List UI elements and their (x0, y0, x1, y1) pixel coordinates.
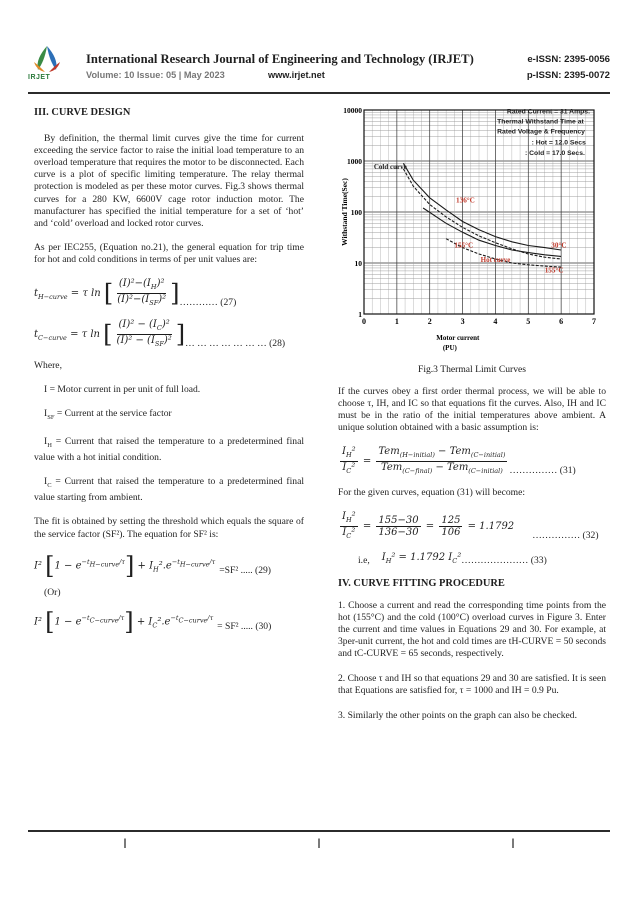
chart-curve-label-4: 155°C (454, 241, 474, 250)
footer-sep-2: | (317, 838, 321, 849)
equation-28 (34, 319, 304, 350)
paragraph-given-curves: For the given curves, equation (31) will become: (338, 487, 526, 499)
figure-caption: Fig.3 Thermal Limit Curves (417, 364, 526, 375)
logo-text: IRJET (28, 74, 51, 81)
journal-website-link[interactable]: www.irjet.net (268, 70, 325, 80)
equation-32-number: …………… (32) (532, 530, 599, 542)
equation-28-body: $t_{C-curve} = \tau$ ln [ $\frac{(I)^2 - (I_C)^2}{(I)^2 - (I_{SF})^2}$ ] (34, 319, 186, 349)
equation-33-number: ………………… (33) (461, 555, 547, 567)
equation-30-number: = SF² ..... (30) (217, 620, 272, 632)
equation-29 (34, 551, 304, 580)
chart-annotation-3: Rated Voltage & Frequency (497, 128, 585, 136)
chart-curve-label-1: Cold curve (373, 162, 407, 171)
step-2: 2. Choose τ and IH so that equations 29 and 30 are satisfied. It is seen that Equations are satisfied for, τ = 1000 and IH = 0.9 Pu. (338, 673, 606, 697)
y-tick-label: 10000 (343, 106, 362, 115)
chart-curve-label-6: 155°C (544, 266, 564, 275)
footer-sep-3: | (511, 838, 515, 849)
y-axis-label: Withstand Time(Sec) (340, 178, 349, 246)
y-tick-label: 10 (354, 259, 362, 268)
x-tick-label: 5 (526, 317, 531, 326)
y-tick-label: 100 (350, 208, 362, 217)
x-axis-label-unit: (PU) (442, 344, 457, 352)
series-line-2 (403, 169, 561, 259)
paragraph-definition: By definition, the thermal limit curves give the time for current exceeding the service factor to raise the initial load temperature to an overload temperature that requires the motor to be disconnected. Each curve is a plot of specific limiting temperature. The relay thermal protection is modeled as per these motor curves. Fig.3 shows thermal curves for a 280 KW, 6600V cage rotor induction motor. The manufacturer has specified the initial temperature for a set of ‘hot’ and ‘cold’ overload and locked rotor curves. (34, 133, 304, 229)
equation-27-number: ………… (27) (179, 296, 237, 308)
equation-29-number: =SF² ..... (29) (219, 564, 271, 576)
equation-31-body: $\frac{I_H^2}{I_C^2}$ = $\frac{Tem_{(H-initial)} - Tem_{(C-initial)}}{Tem_{(C-final)} - Tem_{(C-initial)}}$ (342, 446, 506, 476)
journal-header (28, 44, 610, 90)
step-3: 3. Similarly the other points on the graph can also be checked. (338, 710, 577, 722)
section-heading-curve-fitting: IV. CURVE FITTING PROCEDURE (338, 577, 505, 589)
footer-rule (28, 830, 610, 832)
eissn: e-ISSN: 2395-0056 (527, 54, 610, 65)
equation-32-body: $\frac{I_H^2}{I_C^2}$ = $\frac{155-30}{136-30}$ = $\frac{125}{106}$ = 1.1792 (342, 511, 515, 541)
equation-32 (338, 511, 606, 542)
x-tick-label: 6 (559, 317, 564, 326)
left-column (34, 100, 304, 643)
thermal-limit-chart-svg (338, 104, 606, 360)
equation-33 (338, 552, 606, 567)
chart-annotation-4: : Hot = 12.0 Secs (531, 139, 586, 147)
equation-30 (34, 607, 304, 636)
chart-curve-label-5: 30°C (551, 241, 567, 250)
page-footer (28, 838, 610, 849)
chart-curve-label-3: 136°C (456, 196, 475, 205)
y-tick-label: 1000 (347, 157, 362, 166)
where-label: Where, (34, 360, 62, 372)
definition-ih: $I_H$ = Current that raised the temperature to a predetermined final value with a hot initial condition. (34, 436, 304, 464)
equation-31 (338, 446, 606, 477)
chart-annotation-1: Rated Current = 31 Amps. (506, 108, 590, 116)
equation-27-body: $t_{H-curve} = \tau$ ln [ $\frac{(I)^2-(I_H)^2}{(I)^2-(I_{SF})^2}$ ] (34, 278, 180, 308)
chart-annotation-5: : Cold = 17.0 Secs. (525, 150, 585, 158)
x-tick-label: 7 (592, 317, 596, 326)
equation-27 (34, 278, 304, 309)
x-tick-label: 1 (394, 317, 399, 326)
thermal-limit-chart (338, 104, 606, 360)
volume-issue: Volume: 10 Issue: 05 | May 2023 (86, 70, 225, 80)
x-tick-label: 3 (460, 317, 465, 326)
chart-annotation-2: Thermal Withstand Time at (497, 118, 584, 126)
right-column (338, 386, 606, 735)
definition-ic: $I_C$ = Current that raised the temperature to a predetermined final value starting from ambient. (34, 476, 304, 504)
equation-33-body: $I_H^2 = 1.1792$ $I_C^2$ (381, 552, 462, 566)
section-heading-curve-design: III. CURVE DESIGN (34, 107, 131, 118)
step-1: 1. Choose a current and read the corresponding time points from the hot (155°C) and the cold (100°C) overload curves in Figure 3. Enter the current and time values in Equations 29 and 30. For example, at 3per-unit current, the hot and cold times are tH-CURVE = 50 seconds and tC-CURVE = 65 seconds, respectively. (338, 599, 606, 660)
definition-i: I = Motor current in per unit of full load. (44, 384, 201, 396)
or-label: (Or) (44, 586, 61, 598)
header-rule (28, 92, 610, 94)
equation-28-number: … … … … … … … (28) (185, 337, 286, 349)
paragraph-iec255: As per IEC255, (Equation no.21), the general equation for trip time for hot and cold conditions in terms of per unit values are: (34, 241, 304, 265)
equation-30-body: I² $[1 - e^{-t_{C-curve}/\tau}] + I_C^2.e^{-t_{C-curve}/\tau}$ (34, 607, 214, 636)
ie-label: i.e, (358, 555, 370, 567)
paragraph-first-order: If the curves obey a first order thermal process, we will be able to choose τ, IH, and IC so that equations fit the curves. Also, IH and IC must be in the ratio of the initial temperatures above ambient. A unique solution obtained with a basic assumption is: (338, 386, 606, 434)
y-tick-label: 1 (358, 310, 362, 319)
equation-31-number: …………… (31) (509, 465, 576, 477)
x-axis-label: Motor current (436, 334, 480, 342)
footer-sep-1: | (123, 838, 127, 849)
paragraph-sf-threshold: The fit is obtained by setting the threshold which equals the square of the service factor (SF²). The equation for SF² is: (34, 516, 304, 540)
journal-title: International Research Journal of Engineering and Technology (IRJET) (86, 52, 474, 66)
x-tick-label: 2 (427, 317, 432, 326)
equation-29-body: I² $[1 - e^{-t_{H-curve}/\tau}] + I_H^2.e^{-t_{H-curve}/\tau}$ (34, 551, 216, 580)
chart-curve-label-2: Hot curve (480, 255, 511, 264)
pissn: p-ISSN: 2395-0072 (526, 70, 610, 81)
x-tick-label: 4 (493, 317, 498, 326)
definition-isf: $I_{SF}$ = Current at the service factor (44, 408, 172, 422)
x-tick-label: 0 (362, 317, 366, 326)
